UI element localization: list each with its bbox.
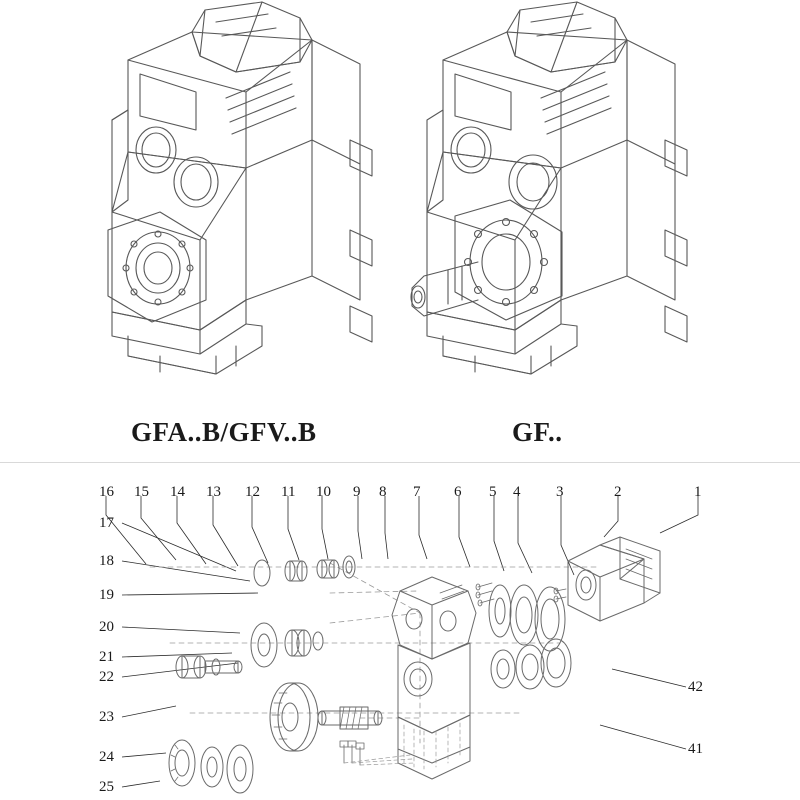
callout-4: 4 — [513, 484, 521, 500]
exploded-view-section — [0, 463, 800, 800]
callout-25: 25 — [99, 779, 114, 795]
exploded-parts-drawing — [0, 463, 800, 800]
callout-11: 11 — [281, 484, 296, 500]
callout-17: 17 — [99, 515, 114, 531]
callout-15: 15 — [134, 484, 149, 500]
callout-23: 23 — [99, 709, 114, 725]
callout-12: 12 — [245, 484, 260, 500]
callout-5: 5 — [489, 484, 497, 500]
view-right-drawing — [411, 2, 687, 374]
callout-2: 2 — [614, 484, 622, 500]
callout-24: 24 — [99, 749, 114, 765]
callout-42: 42 — [688, 679, 703, 695]
callout-20: 20 — [99, 619, 114, 635]
callout-19: 19 — [99, 587, 114, 603]
callout-1: 1 — [694, 484, 702, 500]
callout-16: 16 — [99, 484, 114, 500]
callout-9: 9 — [353, 484, 361, 500]
callout-6: 6 — [454, 484, 462, 500]
callout-8: 8 — [379, 484, 387, 500]
leader-lines-right — [600, 669, 686, 749]
caption-gfa-b-gfv-b: GFA..B/GFV..B — [131, 417, 317, 447]
view-left-drawing — [108, 2, 372, 374]
callout-7: 7 — [413, 484, 421, 500]
callout-21: 21 — [99, 649, 114, 665]
callout-13: 13 — [206, 484, 221, 500]
exploded-components — [150, 537, 660, 793]
leader-lines-left — [122, 523, 258, 787]
caption-gf: GF.. — [512, 417, 563, 447]
callout-18: 18 — [99, 553, 114, 569]
callout-10: 10 — [316, 484, 331, 500]
callout-3: 3 — [556, 484, 564, 500]
callout-22: 22 — [99, 669, 114, 685]
callout-41: 41 — [688, 741, 703, 757]
callout-14: 14 — [170, 484, 185, 500]
leader-lines-top — [106, 496, 698, 575]
